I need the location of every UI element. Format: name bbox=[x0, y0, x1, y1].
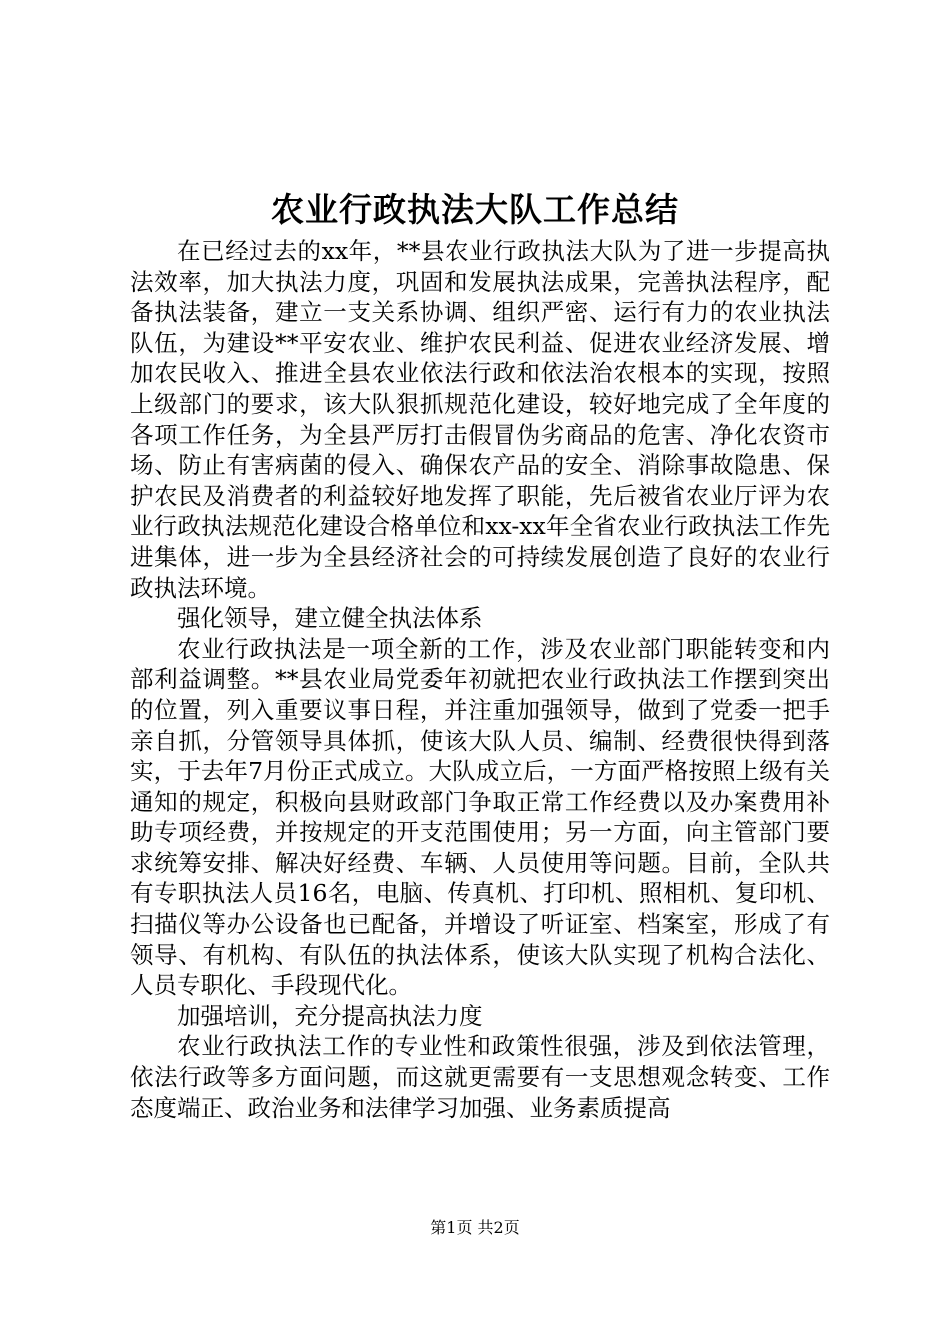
document-body bbox=[130, 236, 830, 1123]
section-heading-leadership: 强化领导，建立健全执法体系 bbox=[177, 604, 483, 633]
intro-paragraph: 在已经过去的xx年，**县农业行政执法大队为了进一步提高执法效率，加大执法力度，巩固和发展执法成果，完善执法程序，配备执法装备，建立一支关系协调、组织严密、运行有力的农业执法队伍，为建设**平安农业、维护农民利益、促进农业经济发展、增加农民收入、推进全县农业依法行政和依法治农根本的实现，按照上级部门的要求，该大队狠抓规范化建设，较好地完成了全年度的各项工作任务，为全县严厉打击假冒伪劣商品的危害、净化农资市场、防止有害病菌的侵入、确保农产品的安全、消除事故隐患、保护农民及消费者的利益较好地发挥了职能，先后被省农业厅评为农业行政执法规范化建设合格单位和xx-xx年全省农业行政执法工作先进集体，进一步为全县经济社会的可持续发展创造了良好的农业行政执法环境。 bbox=[130, 237, 830, 602]
training-paragraph: 农业行政执法工作的专业性和政策性很强，涉及到依法管理，依法行政等多方面问题，而这就更需要有一支思想观念转变、工作态度端正、政治业务和法律学习加强、业务素质提高 bbox=[130, 1032, 830, 1122]
page-indicator: 第1页 共2页 bbox=[430, 1218, 520, 1237]
section-heading-training: 加强培训，充分提高执法力度 bbox=[177, 1001, 483, 1030]
document-title: 农业行政执法大队工作总结 bbox=[271, 190, 679, 229]
leadership-paragraph: 农业行政执法是一项全新的工作，涉及农业部门职能转变和内部利益调整。**县农业局党委年初就把农业行政执法工作摆到突出的位置，列入重要议事日程，并注重加强领导，做到了党委一把手亲自抓，分管领导具体抓，使该大队人员、编制、经费很快得到落实，于去年7月份正式成立。大队成立后，一方面严格按照上级有关通知的规定，积极向县财政部门争取正常工作经费以及办案费用补助专项经费，并按规定的开支范围使用；另一方面，向主管部门要求统筹安排、解决好经费、车辆、人员使用等问题。目前，全队共有专职执法人员16名，电脑、传真机、打印机、照相机、复印机、扫描仪等办公设备也已配备，并增设了听证室、档案室，形成了有领导、有机构、有队伍的执法体系，使该大队实现了机构合法化、人员专职化、手段现代化。 bbox=[130, 634, 830, 1000]
